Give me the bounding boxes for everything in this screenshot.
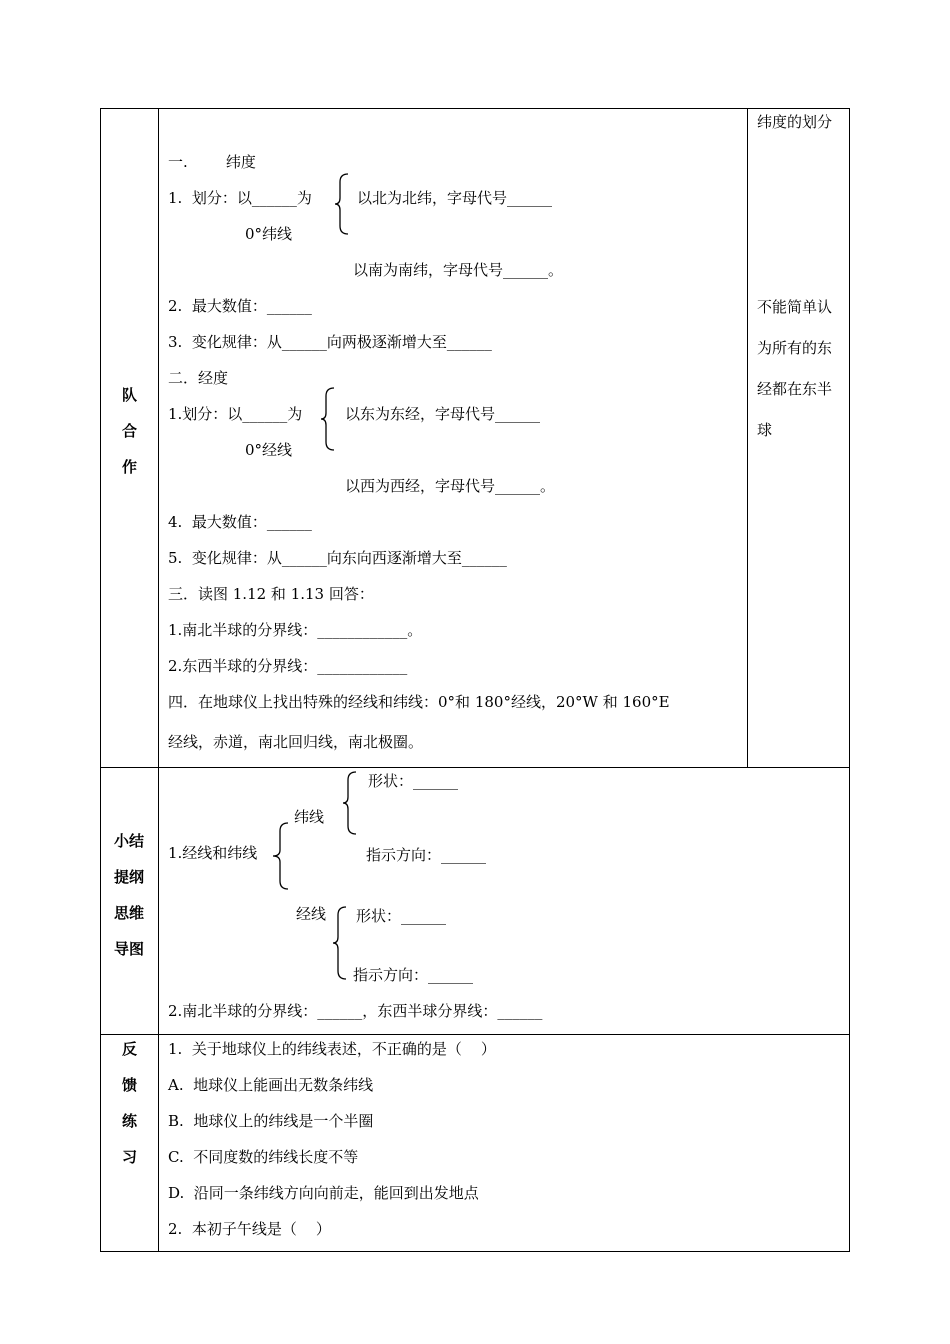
section1-side-label-2: 合 bbox=[122, 422, 138, 440]
table-border-bottom bbox=[100, 1251, 850, 1252]
latitude-heading: 一. 纬度 bbox=[168, 153, 256, 171]
section2-side-label-2: 提纲 bbox=[114, 868, 145, 886]
latitude-max-value: 2. 最大数值：______ bbox=[168, 297, 312, 315]
mindmap-root-label: 1.经线和纬线 bbox=[168, 844, 258, 862]
longitude-max-value: 4. 最大数值：______ bbox=[168, 513, 312, 531]
table-border-right bbox=[849, 108, 850, 1252]
latitude-division-brace bbox=[334, 173, 350, 235]
section1-side-label-1: 队 bbox=[122, 386, 138, 404]
note-line-1: 不能简单认 bbox=[757, 298, 833, 316]
note-line-3: 经都在东半 bbox=[757, 380, 833, 398]
section3-side-label-4: 习 bbox=[122, 1148, 138, 1166]
question-1-option-d: D. 沿同一条纬线方向向前走，能回到出发地点 bbox=[168, 1184, 479, 1202]
prime-meridian-label: 0°经线 bbox=[245, 441, 293, 459]
latitude-change-rule: 3. 变化规律：从______向两极逐渐增大至______ bbox=[168, 333, 492, 351]
table-row-divider-2 bbox=[100, 1034, 850, 1035]
longitude-division-brace bbox=[320, 387, 336, 451]
mindmap-latitude-direction: 指示方向：______ bbox=[366, 846, 487, 864]
mindmap-latitude-label: 纬线 bbox=[294, 808, 325, 826]
mindmap-latitude-brace bbox=[342, 771, 358, 835]
mindmap-hemisphere-boundaries: 2.南北半球的分界线：______，东西半球分界线：______ bbox=[168, 1002, 543, 1020]
section3-side-label-1: 反 bbox=[122, 1040, 138, 1058]
question-1-option-a: A. 地球仪上能画出无数条纬线 bbox=[168, 1076, 374, 1094]
section3-side-label-2: 馈 bbox=[122, 1076, 138, 1094]
question-2: 2. 本初子午线是（ ） bbox=[168, 1220, 331, 1238]
question-1: 1. 关于地球仪上的纬线表述，不正确的是（ ） bbox=[168, 1040, 496, 1058]
table-divider-side bbox=[158, 108, 159, 1252]
mindmap-longitude-label: 经线 bbox=[296, 905, 327, 923]
table-border-top bbox=[100, 108, 850, 109]
section1-side-label-3: 作 bbox=[122, 458, 138, 476]
west-longitude-line: 以西为西经，字母代号______。 bbox=[345, 477, 556, 495]
mindmap-latitude-shape: 形状：______ bbox=[368, 772, 459, 790]
question-1-option-c: C. 不同度数的纬线长度不等 bbox=[168, 1148, 359, 1166]
note-line-4: 球 bbox=[757, 421, 773, 439]
hemisphere-ns-boundary: 1.南北半球的分界线：____________。 bbox=[168, 621, 423, 639]
globe-task-line-2: 经线，赤道，南北回归线，南北极圈。 bbox=[168, 733, 424, 751]
read-figure-heading: 三．读图 1.12 和 1.13 回答： bbox=[168, 585, 374, 603]
section2-side-label-4: 导图 bbox=[114, 940, 145, 958]
table-border-left bbox=[100, 108, 101, 1252]
south-latitude-line: 以南为南纬，字母代号______。 bbox=[353, 261, 564, 279]
mindmap-root-brace bbox=[272, 822, 290, 890]
question-1-option-b: B. 地球仪上的纬线是一个半圈 bbox=[168, 1112, 374, 1130]
north-latitude-line: 以北为北纬，字母代号______ bbox=[357, 189, 553, 207]
latitude-division-line: 1. 划分：以______为 bbox=[168, 189, 312, 207]
mindmap-longitude-direction: 指示方向：______ bbox=[353, 966, 474, 984]
longitude-change-rule: 5. 变化规律：从______向东向西逐渐增大至______ bbox=[168, 549, 507, 567]
hemisphere-ew-boundary: 2.东西半球的分界线：____________ bbox=[168, 657, 408, 675]
east-longitude-line: 以东为东经，字母代号______ bbox=[345, 405, 541, 423]
note-latitude-division: 纬度的划分 bbox=[757, 113, 833, 131]
globe-task-line-1: 四．在地球仪上找出特殊的经线和纬线：0°和 180°经线，20°W 和 160°E bbox=[168, 693, 670, 711]
mindmap-longitude-shape: 形状：______ bbox=[356, 907, 447, 925]
mindmap-longitude-brace bbox=[332, 906, 348, 980]
note-line-2: 为所有的东 bbox=[757, 339, 833, 357]
section2-side-label-3: 思维 bbox=[114, 904, 145, 922]
table-divider-notes bbox=[747, 108, 748, 768]
table-row-divider-1 bbox=[100, 767, 850, 768]
section3-side-label-3: 练 bbox=[122, 1112, 138, 1130]
longitude-heading: 二．经度 bbox=[168, 369, 229, 387]
longitude-division-line: 1.划分：以______为 bbox=[168, 405, 303, 423]
equator-label: 0°纬线 bbox=[245, 225, 293, 243]
section2-side-label-1: 小结 bbox=[114, 832, 145, 850]
